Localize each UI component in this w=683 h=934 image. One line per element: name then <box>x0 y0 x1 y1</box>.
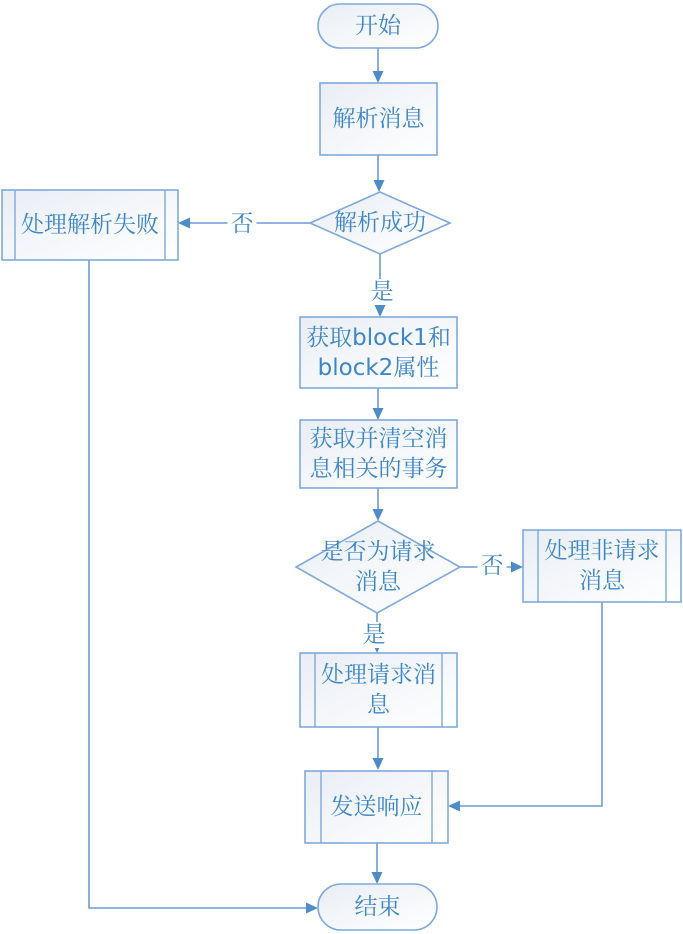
node-decision-is-request-text-line2: 消息 <box>355 569 401 595</box>
node-decision-is-request-text-line1: 是否为请求 <box>320 539 436 565</box>
arrowhead-decision2-no <box>511 562 523 573</box>
edge-label-decision2-no: 否 <box>478 553 507 579</box>
node-send-response-shape <box>305 771 448 843</box>
arrowhead-clear-decision2 <box>373 509 384 521</box>
arrowhead-decision1-no <box>178 218 190 229</box>
node-decision-parse-ok-text: 解析成功 <box>334 210 426 236</box>
node-end-text: 结束 <box>354 894 401 920</box>
arrowhead-start-parse <box>373 71 384 83</box>
arrowhead-send-end <box>372 872 383 884</box>
arrowhead-blocks-clear <box>373 408 384 420</box>
edge-label-decision2-yes: 是 <box>360 622 389 648</box>
node-handle-request-text-line1: 处理请求消 <box>321 662 436 688</box>
node-handle-non-request-text-line1: 处理非请求 <box>544 538 660 564</box>
node-decision-parse-ok-shape <box>310 192 450 254</box>
node-handle-request-shape <box>300 653 457 727</box>
node-clear-transactions-text-line2: 息相关的事务 <box>309 456 448 482</box>
edge-label-decision1-no: 否 <box>228 211 257 237</box>
arrowhead-parse-decision1 <box>374 180 385 192</box>
node-handle-non-request-shape <box>523 530 681 602</box>
node-handle-parse-fail-shape <box>2 190 178 260</box>
arrowhead-fail-end <box>306 903 318 914</box>
node-start-shape <box>318 4 438 48</box>
edge-fail-end <box>89 260 307 908</box>
node-start-text: 开始 <box>355 13 401 39</box>
node-decision-is-request-shape <box>296 521 460 613</box>
edge-label-decision1-yes: 是 <box>368 279 397 305</box>
node-get-blocks-shape <box>300 317 457 388</box>
arrowhead-decision1-yes <box>375 305 386 317</box>
node-clear-transactions-text-line1: 获取并清空消 <box>309 426 448 452</box>
node-handle-non-request-text-line2: 消息 <box>579 568 625 594</box>
node-handle-parse-fail-text: 处理解析失败 <box>21 212 159 238</box>
node-clear-transactions-shape <box>300 420 457 488</box>
node-get-blocks-text-line2: block2属性 <box>317 354 440 381</box>
edge-nonrequest-send <box>459 602 602 806</box>
node-get-blocks-text-line1: 获取block1和 <box>306 324 451 351</box>
node-handle-request-text-line2: 息 <box>367 692 390 718</box>
node-end-shape <box>318 884 437 930</box>
arrowhead-nonrequest-send <box>448 801 460 812</box>
node-parse-text: 解析消息 <box>332 106 425 132</box>
node-send-response-text: 发送响应 <box>330 794 423 820</box>
node-parse-shape <box>320 83 437 155</box>
arrowhead-request-send <box>373 758 384 770</box>
